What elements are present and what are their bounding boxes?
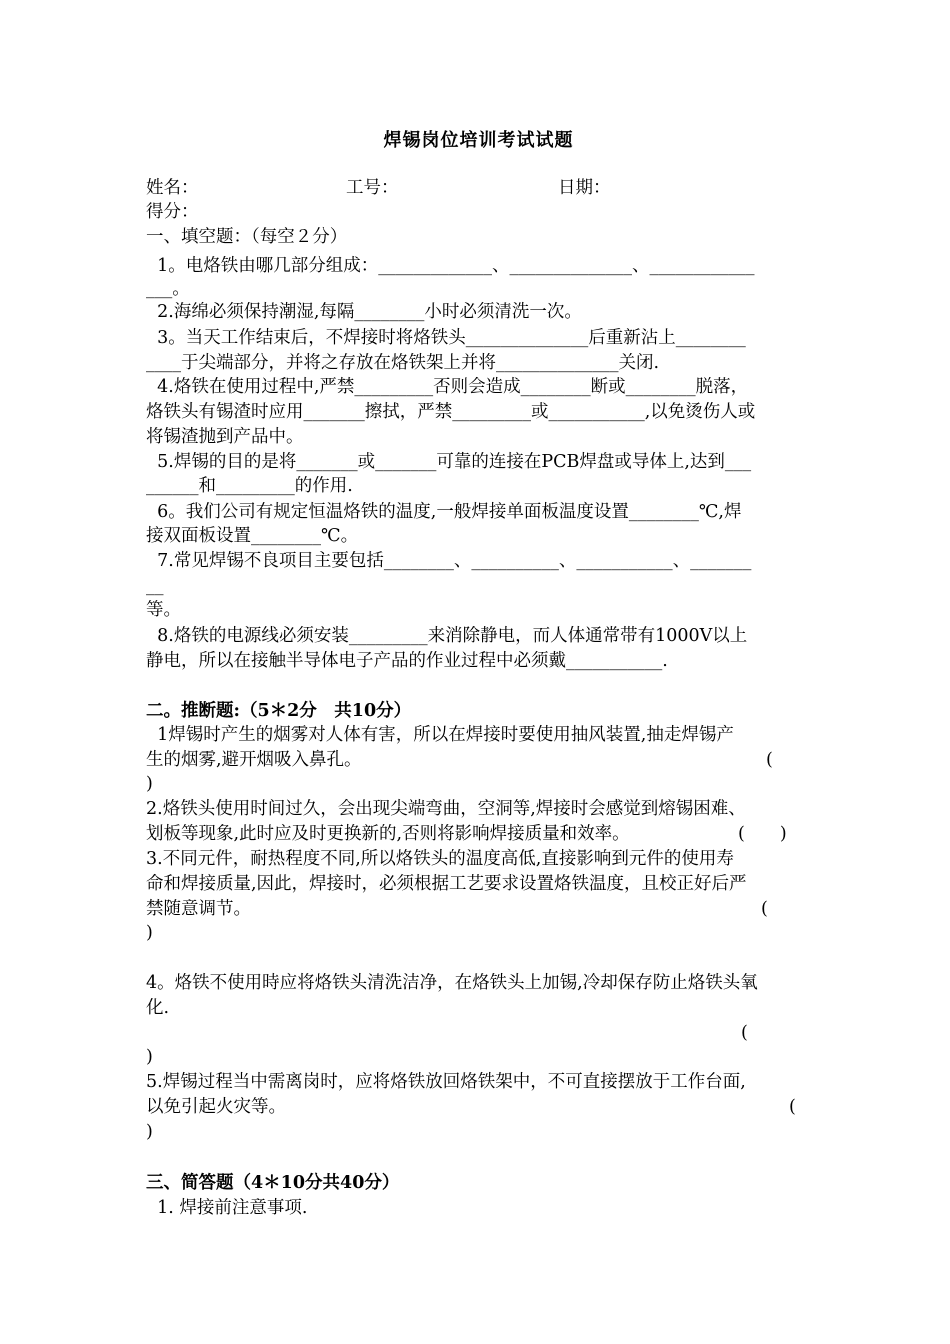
- section1-line: 静电，所以在接触半导体电子产品的作业过程中必须戴___________.: [146, 651, 668, 671]
- section1-line: 等。: [146, 600, 181, 620]
- section1-line: 5.焊锡的目的是将_______或_______可靠的连接在PCB焊盘或导体上,达到___: [146, 452, 752, 472]
- section3-heading: 三、简答题（4＊10分共40分）: [146, 1173, 400, 1193]
- answer-bracket-close: ): [146, 923, 153, 943]
- section2-line: 2.烙铁头使用时间过久，会出现尖端弯曲，空洞等,焊接时会感觉到熔锡困难、: [146, 799, 746, 819]
- section2-line: 1焊锡时产生的烟雾对人体有害，所以在焊接时要使用抽风装置,抽走焊锡产: [146, 725, 734, 745]
- section1-line: 将锡渣抛到产品中。: [146, 427, 304, 447]
- answer-bracket-close: ): [146, 1122, 153, 1142]
- date-label: 日期：: [558, 178, 611, 198]
- page-title: 焊锡岗位培训考试试题: [383, 130, 574, 151]
- section3-line: 1. 焊接前注意事项.: [146, 1198, 308, 1218]
- section2-line: 命和焊接质量,因此，焊接时，必须根据工艺要求设置烙铁温度，且校正好后严: [146, 874, 747, 894]
- section1-line: ______和_________的作用.: [146, 476, 353, 496]
- section2-line: 以免引起火灾等。: [146, 1097, 286, 1117]
- answer-bracket-open: (: [761, 899, 768, 919]
- answer-bracket-close: ): [146, 774, 153, 794]
- section1-line: 7.常见焊锡不良项目主要包括________、__________、___________、_______: [146, 551, 752, 571]
- answer-bracket-open: (: [766, 750, 773, 770]
- section1-line: 接双面板设置________℃。: [146, 526, 359, 546]
- section1-line: 4.烙铁在使用过程中,严禁_________否则会造成________断或________脱落，: [146, 377, 749, 397]
- section1-line: 2.海绵必须保持潮湿,每隔________小时必须清洗一次。: [146, 302, 582, 322]
- section1-line: __: [146, 576, 164, 596]
- section2-line: 5.焊锡过程当中需离岗时，应将烙铁放回烙铁架中，不可直接摆放于工作台面,: [146, 1072, 746, 1092]
- section2-line: 生的烟雾,避开烟吸入鼻孔。: [146, 750, 362, 770]
- answer-bracket-open: (: [789, 1097, 796, 1117]
- id-label: 工号：: [346, 178, 399, 198]
- name-label: 姓名：: [146, 178, 199, 198]
- section1-line: 3。当天工作结束后，不焊接时将烙铁头______________后重新沾上________: [146, 328, 746, 348]
- section2-line: 禁随意调节。: [146, 899, 251, 919]
- section1-line: 8.烙铁的电源线必须安装_________来消除静电，而人体通常带有1000V以上: [146, 626, 748, 646]
- answer-bracket-close: ): [146, 1047, 153, 1067]
- section2-line: 划板等现象,此时应及时更换新的,否则将影响焊接质量和效率。: [146, 824, 630, 844]
- section1-heading: 一、填空题：（每空２分）: [146, 227, 348, 247]
- section2-line: 化.: [146, 998, 170, 1018]
- score-label: 得分：: [146, 202, 199, 222]
- section2-heading: 二。推断题:（5＊2分 共10分）: [146, 701, 412, 721]
- section2-line: 3.不同元件，耐热程度不同,所以烙铁头的温度高低,直接影响到元件的使用寿: [146, 849, 734, 869]
- section1-line: ____于尖端部分，并将之存放在烙铁架上并将______________关闭.: [146, 353, 660, 373]
- answer-bracket-open: (: [741, 1023, 748, 1043]
- section1-line: 6。我们公司有规定恒温烙铁的温度,一般焊接单面板温度设置________℃,焊: [146, 502, 742, 522]
- section1-line: 1。电烙铁由哪几部分组成：_____________、______________、____________: [146, 256, 755, 276]
- section2-line: 4。烙铁不使用時应将烙铁头清洗洁净，在烙铁头上加锡,冷却保存防止烙铁头氧: [146, 973, 758, 993]
- section1-line: ___。: [146, 279, 190, 299]
- answer-bracket: ( ): [738, 824, 787, 844]
- section1-line: 烙铁头有锡渣时应用_______擦拭，严禁_________或___________,以免烫伤人或: [146, 402, 756, 422]
